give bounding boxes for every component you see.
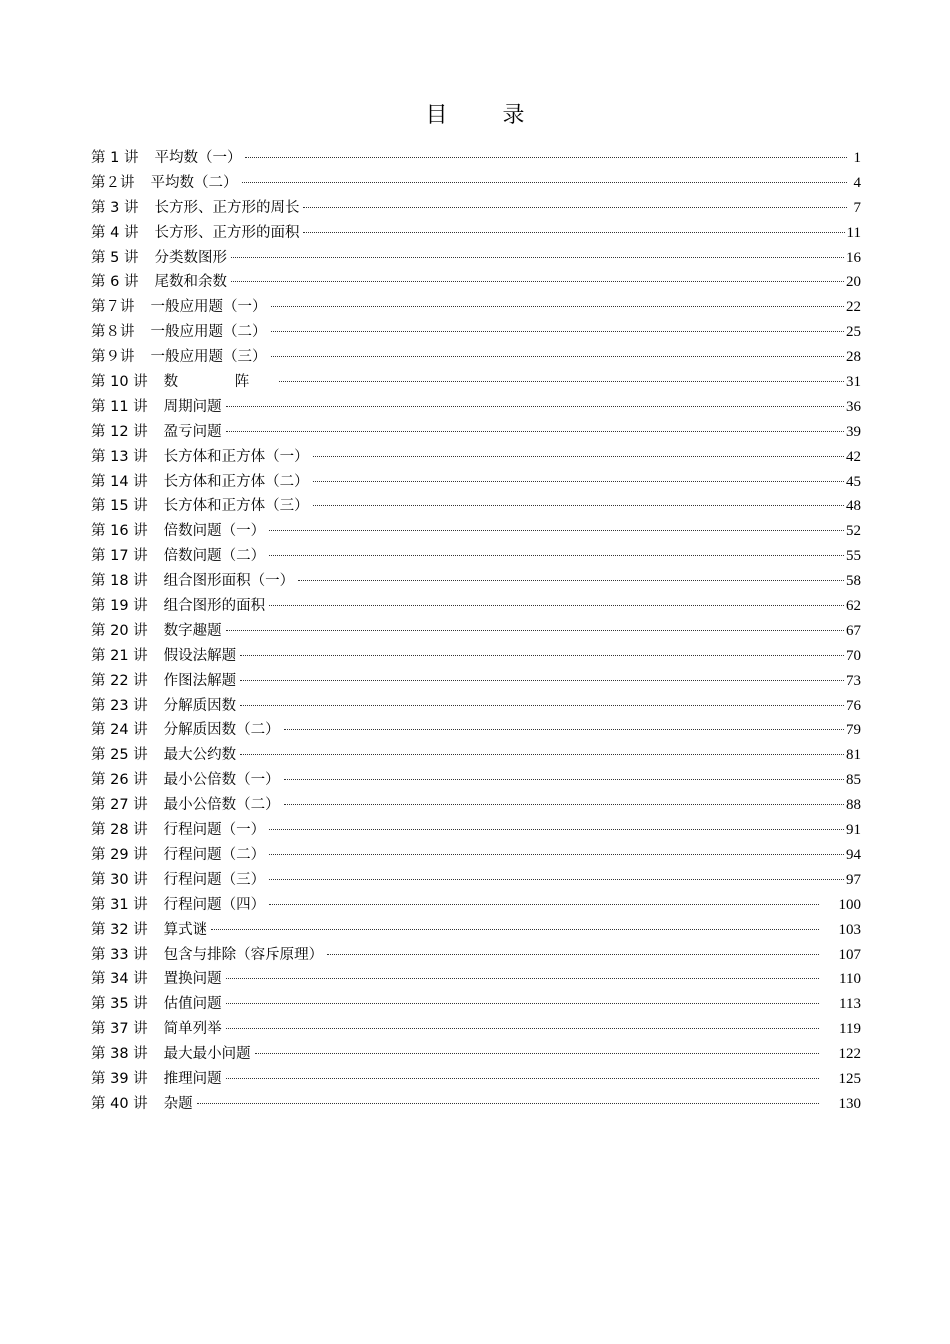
toc-entry-page-number: 103 <box>838 921 861 938</box>
toc-entry-number: 第 34 讲 <box>91 971 148 988</box>
toc-entry-title: 行程问题（三） <box>163 871 266 888</box>
toc-entry-number: 第 10 讲 <box>91 374 148 391</box>
toc-entry-number: 第 28 讲 <box>91 822 148 839</box>
toc-entry-title: 长方体和正方体（一） <box>163 448 309 465</box>
toc-entry-number: 第 5 讲 <box>91 249 139 266</box>
toc-entry-title: 假设法解题 <box>163 647 237 664</box>
toc-entry-page-number: 100 <box>838 896 861 913</box>
toc-entry[interactable] <box>91 1092 861 1117</box>
dot-leader <box>231 257 844 258</box>
toc-entry-title: 最大最小问题 <box>163 1046 251 1063</box>
dot-leader <box>284 804 844 805</box>
toc-entry[interactable] <box>91 943 861 968</box>
dot-leader <box>197 1103 819 1104</box>
dot-leader <box>313 481 844 482</box>
toc-entry-page-number: 39 <box>846 423 861 440</box>
toc-entry-title: 尾数和余数 <box>154 274 227 291</box>
toc-entry-page-number: 113 <box>839 996 861 1013</box>
dot-leader <box>271 331 845 332</box>
toc-entry-title: 数字趣题 <box>163 622 222 639</box>
toc-entry-page-number: 81 <box>846 747 861 764</box>
toc-entry-number: 第 35 讲 <box>91 996 148 1013</box>
toc-entry[interactable] <box>91 818 861 843</box>
toc-entry-number: 第 24 讲 <box>91 722 148 739</box>
toc-entry-page-number: 45 <box>846 473 861 490</box>
toc-entry-title: 平均数（二） <box>150 174 238 191</box>
toc-entry-page-number: 119 <box>839 1021 861 1038</box>
dot-leader <box>313 456 844 457</box>
dot-leader <box>269 555 844 556</box>
toc-entry[interactable] <box>91 171 861 196</box>
toc-entry-page-number: 88 <box>846 797 861 814</box>
toc-entry-page-number: 42 <box>846 448 861 465</box>
toc-entry-page-number: 107 <box>838 946 861 963</box>
toc-entry[interactable] <box>91 1042 861 1067</box>
toc-entry[interactable] <box>91 295 861 320</box>
toc-entry-number: 第 23 讲 <box>91 697 148 714</box>
toc-entry-title: 倍数问题（一） <box>163 523 266 540</box>
toc-entry-title: 组合图形的面积 <box>163 598 266 615</box>
toc-entry[interactable] <box>91 270 861 295</box>
toc-entry-title: 倍数问题（二） <box>163 548 266 565</box>
dot-leader <box>303 207 847 208</box>
toc-entry-number: 第 33 讲 <box>91 946 148 963</box>
toc-entry-page-number: 36 <box>846 398 861 415</box>
toc-entry[interactable] <box>91 569 861 594</box>
dot-leader <box>226 978 819 979</box>
toc-entry[interactable] <box>91 893 861 918</box>
toc-entry-title: 简单列举 <box>163 1021 222 1038</box>
toc-entry-number: 第 38 讲 <box>91 1046 148 1063</box>
toc-entry-page-number: 1 <box>853 150 861 166</box>
toc-entry[interactable] <box>91 868 861 893</box>
toc-entry[interactable] <box>91 544 861 569</box>
toc-entry[interactable] <box>91 718 861 743</box>
dot-leader <box>269 904 819 905</box>
toc-entry-page-number: 130 <box>838 1095 861 1112</box>
toc-entry-number: 第 3 讲 <box>91 199 139 216</box>
toc-entry-number: 第 16 讲 <box>91 523 148 540</box>
toc-entry-title: 最大公约数 <box>163 747 237 764</box>
toc-entry-page-number: 28 <box>846 349 861 366</box>
toc-entry-page-number: 67 <box>846 622 861 639</box>
toc-entry-page-number: 70 <box>846 647 861 664</box>
dot-leader <box>279 381 844 382</box>
dot-leader <box>327 954 819 955</box>
toc-entry-title: 长方形、正方形的面积 <box>154 224 300 241</box>
toc-entry[interactable] <box>91 694 861 719</box>
dot-leader <box>255 1053 819 1054</box>
dot-leader <box>303 232 844 233</box>
toc-entry-page-number: 31 <box>846 374 861 391</box>
toc-entry-title: 最小公倍数（一） <box>163 772 280 789</box>
dot-leader <box>269 530 844 531</box>
dot-leader <box>271 306 845 307</box>
toc-entry[interactable] <box>91 445 861 470</box>
toc-entry-title: 周期问题 <box>163 398 222 415</box>
dot-leader <box>240 655 844 656</box>
toc-entry[interactable] <box>91 370 861 395</box>
toc-entry[interactable] <box>91 146 861 171</box>
dot-leader <box>269 854 844 855</box>
toc-entry-page-number: 4 <box>853 174 861 191</box>
toc-entry-page-number: 73 <box>846 672 861 689</box>
toc-entry-number: 第 21 讲 <box>91 647 148 664</box>
toc-entry-page-number: 16 <box>846 249 861 266</box>
dot-leader <box>284 779 844 780</box>
toc-entry-title: 最小公倍数（二） <box>163 797 280 814</box>
toc-entry-number: 第７讲 <box>91 299 135 316</box>
toc-entry-number: 第 22 讲 <box>91 672 148 689</box>
toc-entry-number: 第 12 讲 <box>91 423 148 440</box>
dot-leader <box>231 281 844 282</box>
toc-entry-number: 第 4 讲 <box>91 224 139 241</box>
toc-entry[interactable] <box>91 768 861 793</box>
toc-entry[interactable] <box>91 594 861 619</box>
dot-leader <box>298 580 844 581</box>
toc-entry-title: 作图法解题 <box>163 672 237 689</box>
toc-entry-number: 第 11 讲 <box>91 398 148 415</box>
toc-entry-title: 行程问题（二） <box>163 846 266 863</box>
toc-entry-number: 第 17 讲 <box>91 548 148 565</box>
toc-entry[interactable] <box>91 843 861 868</box>
toc-entry[interactable] <box>91 246 861 271</box>
dot-leader <box>226 630 844 631</box>
toc-entry[interactable] <box>91 196 861 221</box>
toc-entry-title: 杂题 <box>163 1095 193 1112</box>
toc-entry[interactable] <box>91 619 861 644</box>
toc-entry-page-number: 97 <box>846 871 861 888</box>
toc-entry-page-number: 52 <box>846 523 861 540</box>
toc-entry-number: 第 39 讲 <box>91 1070 148 1087</box>
toc-entry[interactable] <box>91 1067 861 1092</box>
toc-entry-page-number: 94 <box>846 846 861 863</box>
toc-entry[interactable] <box>91 967 861 992</box>
dot-leader <box>211 929 819 930</box>
dot-leader <box>226 1078 819 1079</box>
dot-leader <box>242 182 848 183</box>
toc-entry-title: 分类数图形 <box>154 249 227 266</box>
toc-entry[interactable] <box>91 992 861 1017</box>
toc-entry-page-number: 11 <box>846 224 861 241</box>
dot-leader <box>240 754 844 755</box>
toc-entry-number: 第 14 讲 <box>91 473 148 490</box>
toc-entry-title: 一般应用题（三） <box>150 349 267 366</box>
toc-entry-number: 第２讲 <box>91 174 135 191</box>
toc-entry-page-number: 62 <box>846 598 861 615</box>
toc-entry[interactable] <box>91 470 861 495</box>
toc-entry-title: 分解质因数 <box>163 697 237 714</box>
dot-leader <box>269 879 844 880</box>
toc-entry-page-number: 110 <box>839 971 861 988</box>
dot-leader <box>226 1028 819 1029</box>
toc-entry-page-number: 58 <box>846 573 861 590</box>
toc-entry-page-number: 20 <box>846 274 861 291</box>
toc-entry-page-number: 48 <box>846 498 861 515</box>
toc-entry[interactable] <box>91 669 861 694</box>
page-title: 目 录 <box>425 103 549 128</box>
toc-entry[interactable] <box>91 1017 861 1042</box>
dot-leader <box>269 829 844 830</box>
toc-entry-title: 包含与排除（容斥原理） <box>163 946 324 963</box>
toc-entry-number: 第 27 讲 <box>91 797 148 814</box>
dot-leader <box>269 605 844 606</box>
toc-entry-title: 盈亏问题 <box>163 423 222 440</box>
toc-entry-title: 置换问题 <box>163 971 222 988</box>
toc-entry-number: 第 13 讲 <box>91 448 148 465</box>
toc-entry[interactable] <box>91 519 861 544</box>
toc-entry-title: 一般应用题（一） <box>150 299 267 316</box>
toc-entry[interactable] <box>91 644 861 669</box>
toc-entry-number: 第 30 讲 <box>91 871 148 888</box>
toc-entry[interactable] <box>91 793 861 818</box>
toc-entry[interactable] <box>91 494 861 519</box>
toc-entry-number: 第 1 讲 <box>91 150 139 166</box>
dot-leader <box>271 356 845 357</box>
toc-entry[interactable] <box>91 743 861 768</box>
toc-entry-page-number: 76 <box>846 697 861 714</box>
toc-entry-number: 第 20 讲 <box>91 622 148 639</box>
table-of-contents <box>91 146 861 1117</box>
toc-entry-page-number: 22 <box>846 299 861 316</box>
dot-leader <box>284 729 844 730</box>
toc-entry[interactable] <box>91 320 861 345</box>
toc-entry-title: 长方形、正方形的周长 <box>154 199 300 216</box>
toc-entry-number: 第 25 讲 <box>91 747 148 764</box>
toc-entry-page-number: 85 <box>846 772 861 789</box>
dot-leader <box>226 1003 819 1004</box>
toc-entry-page-number: 122 <box>838 1046 861 1063</box>
toc-entry-page-number: 91 <box>846 822 861 839</box>
toc-entry-number: 第 37 讲 <box>91 1021 148 1038</box>
toc-entry-number: 第 6 讲 <box>91 274 139 291</box>
toc-entry[interactable] <box>91 221 861 246</box>
toc-entry-number: 第 19 讲 <box>91 598 148 615</box>
toc-entry-title: 长方体和正方体（三） <box>163 498 309 515</box>
toc-entry-page-number: 125 <box>838 1070 861 1087</box>
toc-entry-title: 长方体和正方体（二） <box>163 473 309 490</box>
toc-entry[interactable] <box>91 345 861 370</box>
toc-entry-page-number: 79 <box>846 722 861 739</box>
toc-entry[interactable] <box>91 395 861 420</box>
toc-entry[interactable] <box>91 918 861 943</box>
dot-leader <box>313 505 844 506</box>
toc-entry-number: 第 32 讲 <box>91 921 148 938</box>
toc-entry-number: 第 40 讲 <box>91 1095 148 1112</box>
toc-entry-page-number: 25 <box>846 324 861 341</box>
toc-entry-title: 推理问题 <box>163 1070 222 1087</box>
toc-entry[interactable] <box>91 420 861 445</box>
dot-leader <box>240 680 844 681</box>
toc-entry-title: 一般应用题（二） <box>150 324 267 341</box>
toc-entry-page-number: 55 <box>846 548 861 565</box>
toc-entry-title: 数 阵 <box>163 374 276 391</box>
dot-leader <box>226 406 844 407</box>
toc-entry-number: 第 31 讲 <box>91 896 148 913</box>
toc-entry-page-number: 7 <box>853 199 861 216</box>
toc-entry-title: 算式谜 <box>163 921 208 938</box>
toc-entry-title: 行程问题（四） <box>163 896 266 913</box>
toc-entry-number: 第 15 讲 <box>91 498 148 515</box>
dot-leader <box>245 157 847 158</box>
dot-leader <box>240 705 844 706</box>
toc-entry-title: 行程问题（一） <box>163 822 266 839</box>
toc-entry-number: 第９讲 <box>91 349 135 366</box>
toc-entry-title: 估值问题 <box>163 996 222 1013</box>
toc-entry-number: 第８讲 <box>91 324 135 341</box>
dot-leader <box>226 431 844 432</box>
toc-entry-number: 第 26 讲 <box>91 772 148 789</box>
toc-entry-title: 平均数（一） <box>154 150 242 166</box>
toc-entry-title: 组合图形面积（一） <box>163 573 295 590</box>
toc-entry-number: 第 18 讲 <box>91 573 148 590</box>
toc-entry-title: 分解质因数（二） <box>163 722 280 739</box>
toc-entry-number: 第 29 讲 <box>91 846 148 863</box>
